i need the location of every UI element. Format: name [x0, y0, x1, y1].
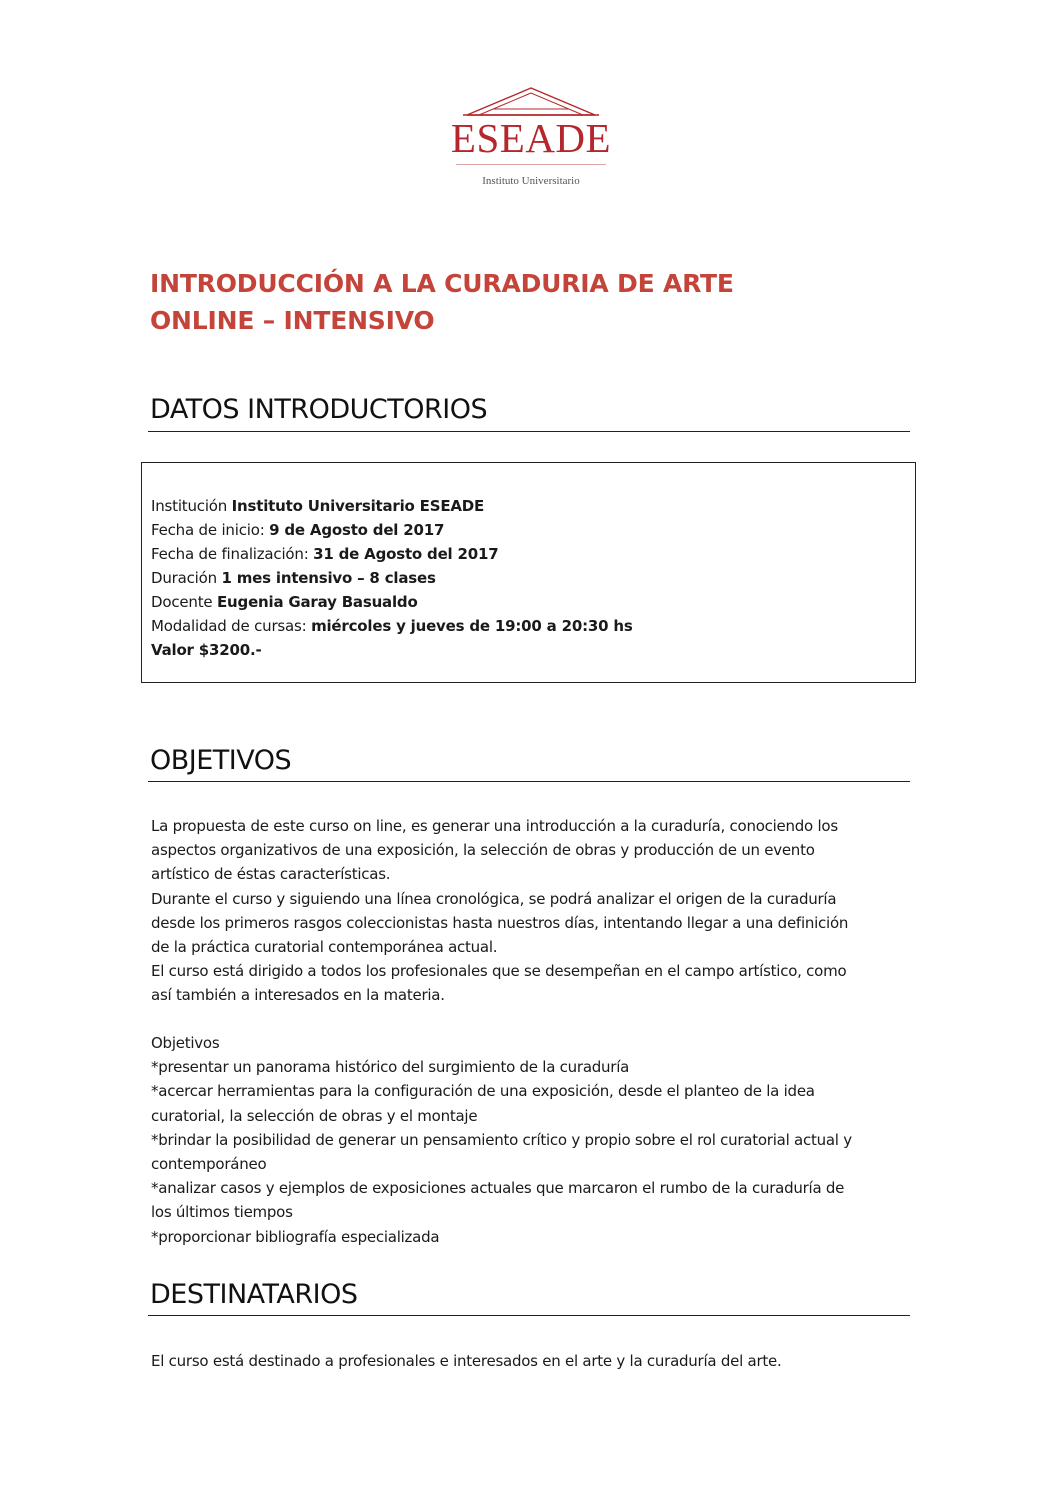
info-value: 9 de Agosto del 2017	[269, 521, 445, 539]
objetivos-list	[151, 1031, 911, 1249]
list-item: *presentar un panorama histórico del surgimiento de la curaduría	[151, 1058, 630, 1077]
text-line: desde los primeros rasgos coleccionistas hasta nuestros días, intentando llegar a una definición	[151, 913, 849, 932]
list-heading: Objetivos	[151, 1034, 220, 1052]
logo-subtitle: Instituto Universitario	[482, 175, 580, 187]
title-line-1: INTRODUCCIÓN A LA CURADURIA DE ARTE	[150, 269, 734, 298]
list-item: los últimos tiempos	[151, 1203, 293, 1222]
info-duracion	[151, 566, 633, 590]
info-value: Valor $3200.-	[151, 641, 262, 659]
info-fecha-fin	[151, 542, 633, 566]
info-label: Modalidad de cursas:	[151, 617, 312, 635]
info-list	[151, 494, 633, 662]
list-item: *analizar casos y ejemplos de exposiciones actuales que marcaron el rumbo de la curaduría de	[151, 1179, 845, 1198]
destinatarios-paragraph	[151, 1349, 911, 1373]
info-modalidad	[151, 614, 633, 638]
text-line: La propuesta de este curso on line, es generar una introducción a la curaduría, conociendo los	[151, 817, 838, 835]
objetivos-intro-paragraph	[151, 814, 911, 1008]
logo-divider	[456, 164, 606, 165]
info-value: Eugenia Garay Basualdo	[217, 593, 418, 611]
info-valor	[151, 638, 633, 662]
section-divider	[148, 431, 910, 432]
info-value: Instituto Universitario ESEADE	[231, 497, 485, 515]
list-item: *brindar la posibilidad de generar un pensamiento crítico y propio sobre el rol curatorial actual y	[151, 1130, 852, 1149]
section-heading-objetivos: OBJETIVOS	[150, 745, 292, 776]
text-line: Durante el curso y siguiendo una línea cronológica, se podrá analizar el origen de la curaduría	[151, 889, 837, 908]
info-institucion	[151, 494, 633, 518]
list-item: *acercar herramientas para la configuración de una exposición, desde el planteo de la idea	[151, 1082, 815, 1101]
info-label: Duración	[151, 569, 222, 587]
info-docente	[151, 590, 633, 614]
roof-icon	[463, 86, 599, 116]
text-line: artístico de éstas características.	[151, 865, 391, 884]
info-fecha-inicio	[151, 518, 633, 542]
section-divider	[148, 781, 910, 782]
list-item: contemporáneo	[151, 1155, 267, 1174]
text-line: El curso está destinado a profesionales e interesados en el arte y la curaduría del arte.	[151, 1352, 782, 1370]
text-line: El curso está dirigido a todos los profesionales que se desempeñan en el campo artístico, como	[151, 962, 847, 981]
info-label: Fecha de inicio:	[151, 521, 270, 539]
eseade-logo	[446, 86, 616, 190]
info-label: Docente	[151, 593, 217, 611]
section-heading-datos: DATOS INTRODUCTORIOS	[150, 394, 488, 425]
info-label: Fecha de finalización:	[151, 545, 314, 563]
title-line-2: ONLINE – INTENSIVO	[150, 306, 435, 335]
section-divider	[148, 1315, 910, 1316]
text-line: de la práctica curatorial contemporánea actual.	[151, 938, 498, 957]
list-item: curatorial, la selección de obras y el montaje	[151, 1106, 478, 1125]
logo-name: ESEADE	[450, 115, 612, 161]
info-value: miércoles y jueves de 19:00 a 20:30 hs	[311, 617, 633, 635]
info-value: 1 mes intensivo – 8 clases	[221, 569, 436, 587]
text-line: aspectos organizativos de una exposición, la selección de obras y producción de un evento	[151, 841, 815, 860]
info-label: Institución	[151, 497, 232, 515]
text-line: así también a interesados en la materia.	[151, 986, 445, 1005]
info-value: 31 de Agosto del 2017	[313, 545, 499, 563]
list-item: *proporcionar bibliografía especializada	[151, 1227, 440, 1246]
section-heading-destinatarios: DESTINATARIOS	[150, 1279, 358, 1310]
document-title	[150, 265, 930, 339]
